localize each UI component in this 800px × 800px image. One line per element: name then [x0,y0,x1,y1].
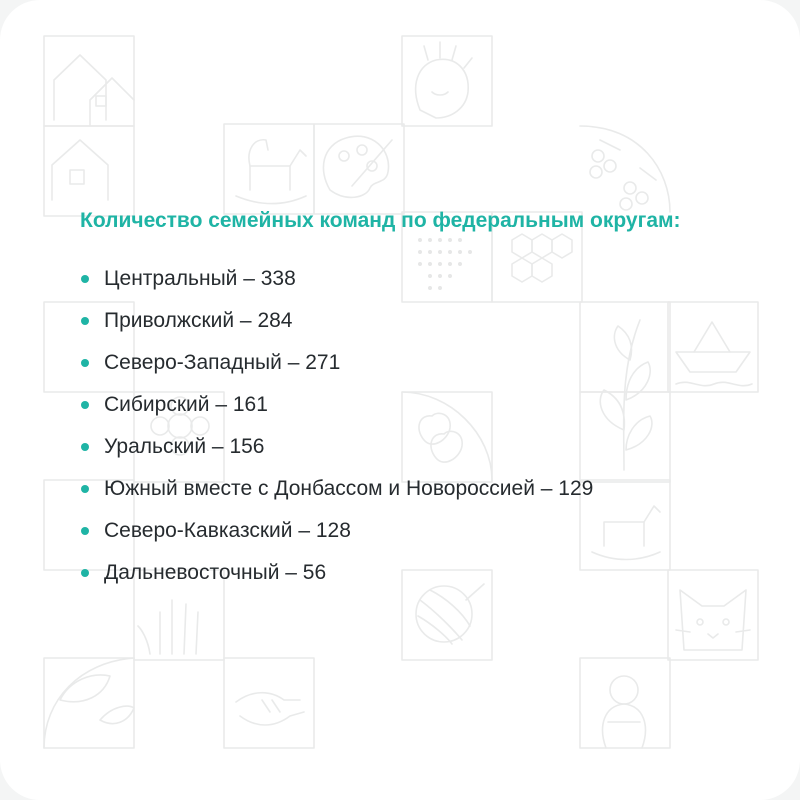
list-item-text: Уральский – 156 [104,435,265,458]
list-item [80,434,770,476]
leaves-icon [44,658,134,748]
bullet-dot [81,275,89,283]
list-item [80,476,770,518]
content [80,204,770,602]
list-item-text: Северо-Кавказский – 128 [104,519,351,542]
matryoshka-icon [603,676,646,748]
list-item-text: Сибирский – 161 [104,393,268,416]
palette-icon [323,136,392,197]
list-item [80,392,770,434]
bullet-dot [81,317,89,325]
bullet-dot [81,569,89,577]
handshake-icon [236,693,304,725]
list-item-text: Дальневосточный – 56 [104,561,327,584]
list-item-text: Южный вместе с Донбассом и Новороссией – 129 [104,477,594,500]
list-item [80,560,770,602]
hand-print-icon [416,42,472,118]
bullet-dot [81,401,89,409]
bullet-dot [81,485,89,493]
list-item [80,518,770,560]
district-list [80,266,770,602]
list-item [80,308,770,350]
bullet-dot [81,443,89,451]
page-heading: Количество семейных команд по федеральным округам: [80,209,681,232]
list-item [80,266,770,308]
bullet-dot [81,527,89,535]
hand-icon [138,600,198,654]
list-item-text: Центральный – 338 [104,267,296,290]
houses-icon [52,55,134,200]
list-item-text: Северо-Западный – 271 [104,351,341,374]
list-item [80,350,770,392]
rocking-horse-icon [236,140,306,204]
rowan-branch-icon [580,126,670,212]
list-item-text: Приволжский – 284 [104,309,293,332]
bullet-dot [81,359,89,367]
